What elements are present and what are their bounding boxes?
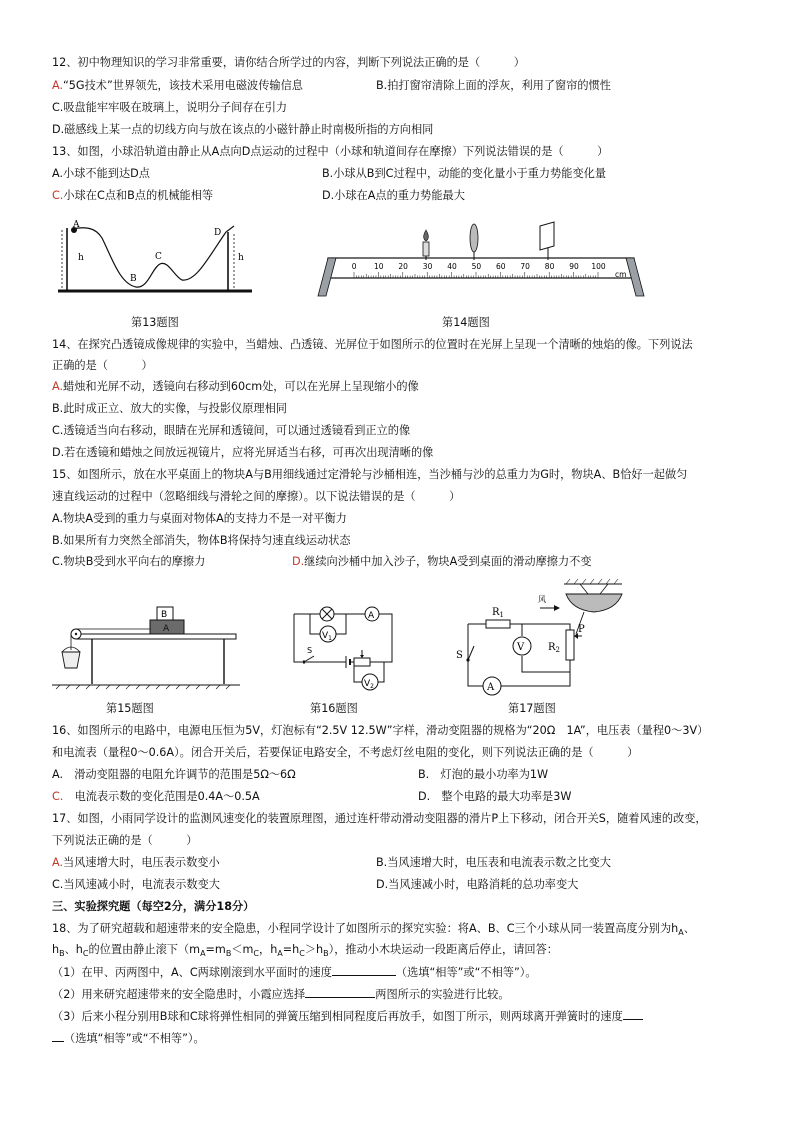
answer-blank[interactable]	[623, 1007, 643, 1020]
rheostat-r2	[566, 630, 574, 660]
voltmeter-2-sub: 2	[370, 683, 374, 690]
q15-stem-line2: 速直线运动的过程中（忽略细线与滑轮之间的摩擦）。以下说法错误的是（ ）	[52, 490, 461, 503]
q18-part-2	[52, 985, 510, 1003]
q18-stem-text: ＞h	[304, 943, 324, 956]
option-letter: C.	[52, 790, 64, 803]
q17-stem-line2: 下列说法正确的是（ ）	[52, 834, 198, 847]
option-text: 小球在C点和B点的机械能相等	[63, 189, 214, 202]
q14-option-d: D.若在透镜和蜡烛之间放远视镜片，应将光屏适当右移，可再次出现清晰的像	[52, 446, 434, 459]
q15-stem-line1: 15、如图所示，放在水平桌面上的物块A与B用细线通过定滑轮与沙桶相连，当沙桶与沙的总重力为G时，物块A、B恰好一起做匀	[52, 468, 688, 481]
scale-tick-label: 60	[496, 262, 506, 271]
option-letter: A.	[52, 380, 64, 393]
q12-option-b: B.拍打窗帘清除上面的浮灰，利用了窗帘的惯性	[376, 79, 611, 92]
option-letter: A.	[52, 79, 64, 92]
section-3-title: 三、实验探究题（每空2分，满分18分）	[52, 900, 255, 913]
q14-stem-line2: 正确的是（ ）	[52, 359, 153, 372]
candle-flame	[424, 230, 429, 241]
option-text: “5G技术”世界领先，该技术采用电磁波传输信息	[63, 79, 303, 92]
support-strut	[600, 584, 608, 594]
scale-tick-label: 70	[520, 262, 530, 271]
q18-stem-text: =m	[205, 943, 226, 956]
scale-tick-label: 40	[447, 262, 457, 271]
pulley-axle	[75, 633, 77, 635]
voltmeter-2-letter: V	[364, 679, 371, 689]
figure-17-caption: 第17题图	[508, 702, 556, 715]
q17-option-a	[52, 855, 220, 871]
voltmeter-label: V	[517, 642, 525, 653]
answer-blank[interactable]	[305, 985, 375, 998]
answer-blank[interactable]	[332, 963, 396, 976]
subscript: C	[253, 949, 260, 959]
q12-option-d: D.磁感线上某一点的切线方向与放在该点的小磁针静止时南极所指的方向相同	[52, 123, 434, 136]
subscript: B	[225, 949, 232, 959]
q18-part-1	[52, 963, 537, 981]
q16-stem-line2: 和电流表（量程0～0.6A）。闭合开关后，若要保证电路安全，不考虑灯丝电阻的变化，则下列说法正确的是（ ）	[52, 746, 639, 759]
answer-blank[interactable]	[52, 1029, 64, 1042]
q18-stem-text: 的位置由静止滚下（m	[88, 943, 201, 956]
q15-option-b: B.如果所有力突然全部消失，物体B将保持匀速直线运动状态	[52, 534, 351, 547]
point-d-label: D	[214, 228, 222, 238]
switch-blade	[304, 656, 314, 662]
figure-14-caption: 第14题图	[442, 316, 490, 329]
candle	[423, 242, 429, 256]
q12-stem: 12、初中物理知识的学习非常重要，请你结合所学过的内容，判断下列说法正确的是（ ）	[52, 56, 525, 69]
voltmeter-1-sub: 1	[328, 635, 332, 642]
q13-option-d: D.小球在A点的重力势能最大	[322, 189, 465, 202]
subscript: B	[59, 949, 65, 959]
figure-16-caption: 第16题图	[310, 702, 358, 715]
subscript: A	[678, 928, 684, 938]
q18-stem-text: h	[52, 943, 60, 956]
point-c-label: C	[155, 252, 162, 262]
light-screen	[540, 222, 554, 250]
q18-stem-text: 、h	[64, 943, 83, 956]
rheostat	[354, 658, 370, 666]
r1-letter: R	[492, 607, 500, 618]
q16-option-a: A. 滑动变阻器的电阻允许调节的范围是5Ω～6Ω	[52, 768, 296, 781]
wind-plate	[566, 594, 622, 612]
q18-stem-line2	[52, 942, 558, 962]
q18-part-text: （3）后来小程分别用B球和C球将弹性相同的弹簧压缩到相同程度后再放手，如图丁所示，则两球离开弹簧时的速度	[52, 1010, 623, 1023]
switch-blade	[468, 646, 474, 660]
q17-option-d: D.当风速减小时，电路消耗的总功率变大	[376, 878, 579, 891]
ceiling-hatching	[566, 579, 618, 584]
option-letter: C.	[52, 189, 64, 202]
q13-option-a: A.小球不能到达D点	[52, 167, 150, 180]
support-strut	[580, 584, 588, 594]
q18-part-3-line1	[52, 1007, 643, 1025]
subscript: C	[299, 949, 305, 959]
scale-tick-label: 10	[374, 262, 384, 271]
height-label-left: h	[78, 253, 84, 263]
q18-stem-text: ），推动小木块运动一段距离后停止，请回答：	[328, 943, 558, 956]
option-text: 蜡烛和光屏不动，透镜向右移动到60cm处，可以在光屏上呈现缩小的像	[63, 380, 419, 393]
q15-option-c: C.物块B受到水平向右的摩擦力	[52, 555, 206, 568]
scale-tick-label: 50	[471, 262, 482, 271]
q18-part-3-line2	[52, 1029, 205, 1047]
switch-label: S	[307, 646, 313, 655]
scale-tick-label: 0	[351, 262, 357, 271]
q14-stem-line1: 14、在探究凸透镜成像规律的实验中，当蜡烛、凸透镜、光屏位于如图所示的位置时在光屏上呈现一个清晰的烛焰的像。下列说法	[52, 338, 693, 351]
q16-option-d: D. 整个电路的最大功率是3W	[418, 790, 572, 803]
block-b-label: B	[161, 610, 168, 620]
resistor-r1	[486, 620, 510, 628]
figure-15-caption: 第15题图	[106, 702, 154, 715]
r1-sub: 1	[499, 611, 504, 619]
q14-option-a	[52, 379, 419, 395]
floor-hatching	[56, 685, 230, 689]
q18-stem-text: 18、为了研究超载和超速带来的安全隐患，小程同学设计了如图所示的探究实验：将A、B、C三个小球从同一装置高度分别为h	[52, 922, 679, 935]
scale-tick-label: 30	[422, 262, 433, 271]
q18-part-text: （选填“相等”或“不相等”）。	[64, 1032, 205, 1045]
ammeter-label: A	[487, 682, 495, 693]
q12-option-c: C.吸盘能牢牢吸在玻璃上，说明分子间存在引力	[52, 101, 288, 114]
q18-part-text: （1）在甲、丙两图中，A、C两球刚滚到水平面时的速度	[52, 966, 332, 979]
voltmeter-1-letter: V	[322, 631, 329, 641]
q17-option-b: B.当风速增大时，电压表和电流表示数之比变大	[376, 856, 611, 869]
r2-label	[548, 642, 560, 654]
q14-option-c: C.透镜适当向右移动，眼睛在光屏和透镜间，可以通过透镜看到正立的像	[52, 424, 411, 437]
switch-label: S	[456, 650, 463, 661]
figure-14-optical-bench	[322, 218, 642, 300]
r2-letter: R	[548, 642, 556, 653]
option-letter: D.	[292, 555, 305, 568]
scale-tick-label: 100	[591, 262, 606, 271]
r1-label	[492, 607, 504, 619]
figure-15-table	[52, 598, 240, 690]
scale-unit: cm	[615, 270, 627, 279]
scale-tick-label: 20	[398, 262, 408, 271]
q18-stem-text: 、	[683, 922, 695, 935]
option-text: 电流表示数的变化范围是0.4A～0.5A	[63, 790, 260, 803]
convex-lens	[470, 224, 478, 252]
q16-option-b: B. 灯泡的最小功率为1W	[418, 768, 549, 781]
point-b-label: B	[130, 274, 137, 284]
scale-tick-label: 80	[544, 262, 555, 271]
q15-option-a: A.物块A受到的重力与桌面对物体A的支持力不是一对平衡力	[52, 512, 347, 525]
q16-stem-line1: 16、如图所示的电路中，电源电压恒为5V，灯泡标有“2.5V 12.5W”字样，滑动变阻器的规格为“20Ω 1A”，电压表（量程0～3V）	[52, 724, 709, 737]
scale-tick-label: 90	[569, 262, 579, 271]
subscript: A	[277, 949, 283, 959]
q18-part-text: （2）用来研究超速带来的安全隐患时，小霞应选择	[52, 988, 306, 1001]
track-curve	[72, 228, 226, 287]
option-text: 继续向沙桶中加入沙子，物块A受到桌面的滑动摩擦力不变	[304, 555, 592, 568]
figure-13-track	[56, 218, 256, 298]
subscript: B	[323, 949, 329, 959]
q18-part-text: （选填“相等”或“不相等”）。	[395, 966, 537, 979]
figure-17-wind-circuit	[456, 578, 626, 693]
figure-13-caption: 第13题图	[131, 316, 179, 329]
q12-option-a	[52, 78, 303, 94]
track-end	[226, 226, 234, 232]
subscript: C	[82, 949, 89, 959]
q13-option-b: B.小球从B到C过程中，动能的变化量小于重力势能变化量	[322, 167, 607, 180]
q14-option-b: B.此时成正立、放大的实像，与投影仪原理相同	[52, 402, 287, 415]
q16-option-c	[52, 789, 260, 805]
r2-sub: 2	[555, 646, 560, 654]
block-a-label: A	[163, 624, 170, 634]
point-a-label: A	[73, 220, 80, 230]
q18-part-text: 两图所示的实验进行比较。	[375, 988, 510, 1001]
q18-stem-line1	[52, 921, 695, 941]
q17-stem-line1: 17、如图，小雨同学设计的监测风速变化的装置原理图，通过连杆带动滑动变阻器的滑片P上下移动，闭合开关S，随着风速的改变，	[52, 812, 707, 825]
wind-arrowhead	[554, 605, 560, 611]
q18-stem-text: ＜m	[231, 943, 254, 956]
slider-label: P	[578, 624, 585, 635]
wind-label: 风	[538, 595, 546, 604]
q17-option-c: C.当风速减小时，电流表示数变大	[52, 878, 220, 891]
option-text: 当风速增大时，电压表示数变小	[63, 856, 220, 869]
sand-bucket	[62, 652, 80, 668]
table-top	[76, 634, 236, 639]
q18-stem-text: =h	[282, 943, 300, 956]
option-letter: A.	[52, 856, 64, 869]
height-label-right: h	[238, 253, 244, 263]
q13-option-c	[52, 188, 213, 204]
subscript: A	[200, 949, 206, 959]
q18-stem-text: ，h	[259, 943, 278, 956]
q13-stem: 13、如图，小球沿轨道由静止从A点向D点运动的过程中（小球和轨道间存在摩擦）下列说法错误的是（ ）	[52, 145, 609, 158]
ammeter-label: A	[368, 611, 375, 621]
q15-option-d	[292, 554, 592, 570]
figure-16-circuit	[288, 604, 400, 690]
